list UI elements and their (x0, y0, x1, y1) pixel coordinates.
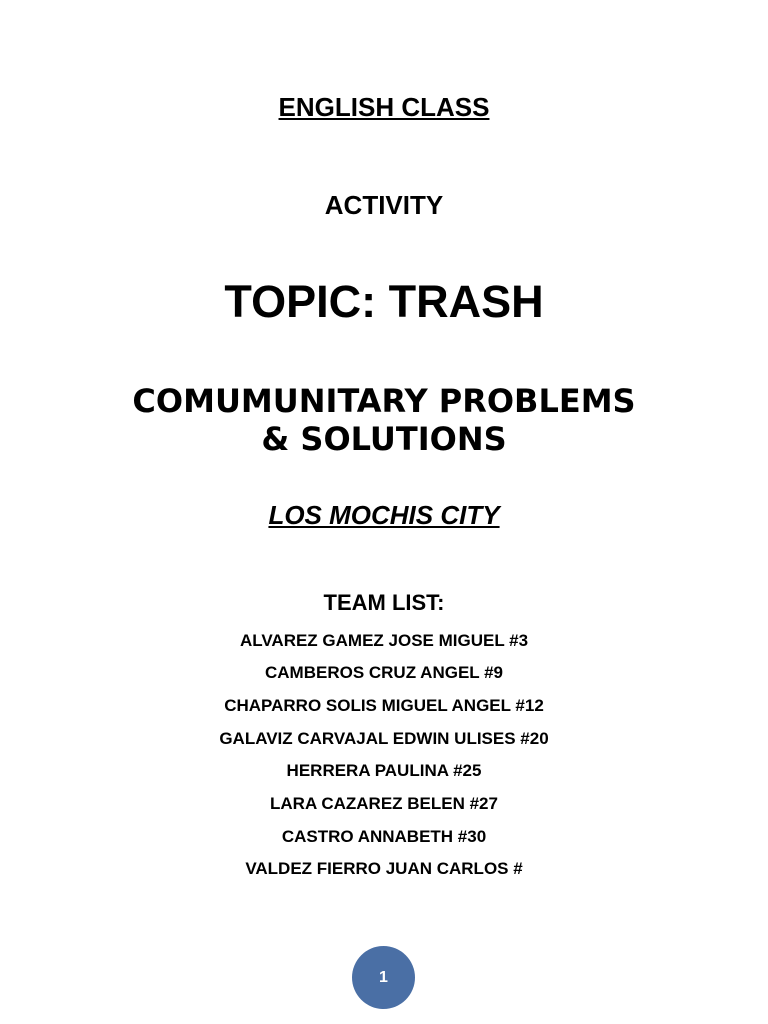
team-list-heading: TEAM LIST: (323, 590, 445, 615)
team-member: CAMBEROS CRUZ ANGEL #9 (264, 663, 504, 682)
team-member: HERRERA PAULINA #25 (286, 761, 482, 780)
subtitle-line-2: & SOLUTIONS (261, 420, 507, 458)
page-number-badge: 1 (352, 946, 415, 1009)
team-member: CHAPARRO SOLIS MIGUEL ANGEL #12 (224, 696, 544, 715)
team-member: LARA CAZAREZ BELEN #27 (270, 794, 498, 813)
team-member: ALVAREZ GAMEZ JOSE MIGUEL #3 (239, 631, 529, 650)
team-member: CASTRO ANNABETH #30 (281, 827, 487, 846)
city-name: LOS MOCHIS CITY (268, 500, 500, 530)
activity-label: ACTIVITY (324, 190, 444, 220)
team-member: VALDEZ FIERRO JUAN CARLOS # (245, 859, 523, 878)
subtitle-line-1: COMUMUNITARY PROBLEMS (132, 382, 636, 420)
course-title: ENGLISH CLASS (278, 92, 490, 122)
team-member: GALAVIZ CARVAJAL EDWIN ULISES #20 (219, 729, 549, 748)
subtitle (0, 382, 768, 458)
topic-title: TOPIC: TRASH (224, 276, 544, 327)
